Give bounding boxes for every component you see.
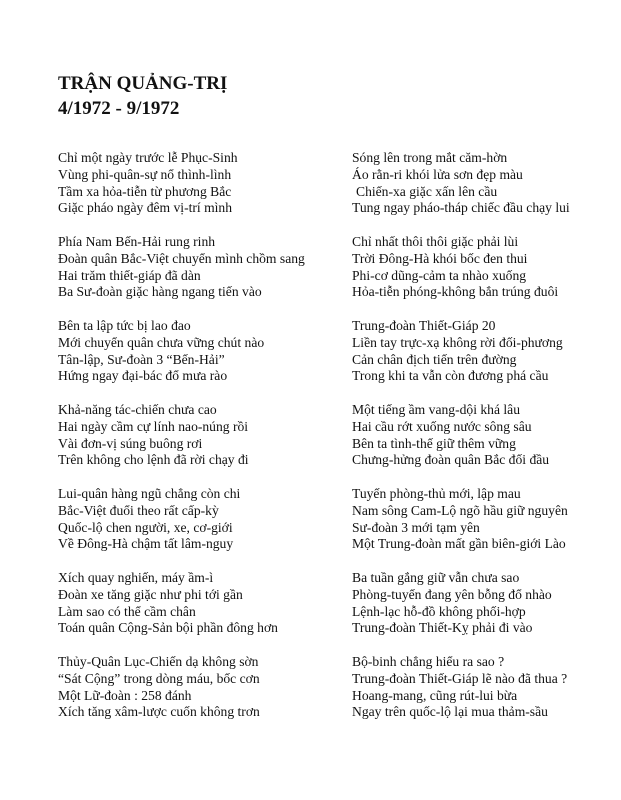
verse-line: Nam sông Cam-Lộ ngõ hầu giữ nguyên (352, 502, 568, 518)
stanza (352, 570, 621, 637)
verse-line: Tung ngay pháo-tháp chiếc đầu chạy lui (352, 200, 570, 216)
poem-date-range: 4/1972 - 9/1972 (58, 98, 180, 119)
verse-line: Ngay trên quốc-lộ lại mua thảm-sầu (352, 704, 548, 720)
stanza (352, 402, 621, 469)
stanza (58, 318, 348, 385)
stanza (352, 150, 621, 217)
verse-line: Hai cầu rớt xuống nước sông sâu (352, 418, 532, 434)
verse-line: Chỉ nhất thôi thôi giặc phải lùi (352, 234, 519, 249)
verse-line: Lui-quân hàng ngũ chẳng còn chi (58, 486, 241, 501)
verse-line: Một Trung-đoàn mất gần biên-giới Lào (352, 536, 566, 552)
verse-line: Trung-đoàn Thiết-Giáp 20 (352, 318, 496, 333)
verse-line: Trong khi ta vẫn còn đương phá cầu (352, 368, 549, 384)
verse-line: Một Lữ-đoàn : 258 đánh (58, 687, 192, 703)
verse-line: Bên ta lập tức bị lao đao (58, 318, 191, 333)
verse-line: Về Đông-Hà chậm tất lâm-nguy (58, 536, 234, 552)
verse-line: Liền tay trực-xạ không rời đối-phương (352, 334, 563, 350)
poem-title: TRẬN QUẢNG-TRỊ (58, 73, 228, 94)
verse-line: Ba tuần gắng giữ vẫn chưa sao (352, 570, 520, 585)
verse-line: Hứng ngay đại-bác đổ mưa rào (58, 368, 228, 384)
verse-line: Sư-đoàn 3 mới tạm yên (352, 519, 480, 535)
verse-line: Bắc-Việt đuổi theo rất cấp-kỳ (58, 502, 219, 518)
verse-line: Làm sao có thể cầm chân (58, 603, 196, 619)
stanza (58, 654, 348, 721)
verse-line: Bên ta tình-thế giữ thêm vững (352, 435, 516, 451)
verse-line: Tầm xa hỏa-tiễn từ phương Bắc (58, 183, 232, 199)
verse-line: Cản chân địch tiến trên đường (352, 351, 517, 367)
verse-line: Xích quay nghiến, máy ầm-ì (58, 570, 214, 585)
verse-line: Phi-cơ dũng-cảm ta nhào xuống (352, 267, 527, 283)
stanza (352, 486, 621, 553)
verse-line: Đoàn quân Bắc-Việt chuyển mình chồm sang (58, 250, 305, 266)
verse-line: Trung-đoàn Thiết-Giáp lẽ nào đã thua ? (352, 670, 568, 686)
verse-line: Hỏa-tiễn phóng-không bắn trúng đuôi (352, 284, 559, 300)
verse-line: Chiến-xa giặc xấn lên cầu (356, 183, 498, 199)
stanza (58, 150, 348, 217)
verse-line: Chỉ một ngày trước lễ Phục-Sinh (58, 150, 238, 165)
verse-line: Lệnh-lạc hỗ-đồ không phối-hợp (352, 603, 526, 619)
verse-line: Toán quân Cộng-Sản bội phần đông hơn (58, 620, 278, 636)
stanza (58, 234, 348, 301)
verse-line: Trên không cho lệnh đã rời chạy đi (58, 452, 249, 468)
verse-line: Hoang-mang, cũng rút-lui bừa (352, 687, 518, 703)
verse-line: Ba Sư-đoàn giặc hàng ngang tiến vào (58, 284, 262, 300)
verse-line: Tân-lập, Sư-đoàn 3 “Bến-Hải” (58, 351, 225, 367)
verse-line: “Sát Cộng” trong dòng máu, bốc cơn (58, 670, 260, 686)
verse-line: Phía Nam Bến-Hải rung rinh (58, 234, 216, 249)
stanza (352, 318, 621, 385)
verse-line: Vài đơn-vị súng buông rơi (58, 435, 203, 451)
stanza (352, 654, 621, 721)
verse-line: Quốc-lộ chen người, xe, cơ-giới (58, 519, 233, 535)
verse-line: Một tiếng ầm vang-dội khá lâu (352, 402, 520, 417)
verse-line: Phòng-tuyến đang yên bỗng đổ nhào (352, 586, 552, 602)
stanza (58, 570, 348, 637)
verse-line: Vùng phi-quân-sự nổ thình-lình (58, 166, 232, 182)
verse-line: Sóng lên trong mắt căm-hờn (352, 150, 508, 165)
verse-line: Bộ-binh chẳng hiểu ra sao ? (352, 654, 505, 669)
verse-line: Mới chuyển quân chưa vững chút nào (58, 334, 265, 350)
verse-line: Thủy-Quân Lục-Chiến dạ không sờn (58, 654, 259, 669)
verse-line: Giặc pháo ngày đêm vị-trí mình (58, 200, 233, 216)
verse-line: Tuyến phòng-thủ mới, lập mau (352, 486, 521, 501)
verse-line: Hai ngày cầm cự lính nao-núng rồi (58, 418, 249, 434)
stanza (58, 402, 348, 469)
verse-line: Trời Đông-Hà khói bốc đen thui (352, 250, 528, 266)
stanza (352, 234, 621, 301)
verse-line: Hai trăm thiết-giáp đã dàn (58, 267, 201, 283)
stanza (58, 486, 348, 553)
verse-line: Áo rằn-ri khói lửa sơn đẹp màu (352, 166, 523, 182)
verse-line: Chưng-hửng đoàn quân Bắc đối đầu (352, 452, 550, 468)
verse-line: Xích tăng xâm-lược cuốn không trơn (58, 704, 260, 720)
verse-line: Trung-đoàn Thiết-Kỵ phải đi vào (352, 620, 533, 636)
verse-line: Đoàn xe tăng giặc như phi tới gần (58, 586, 243, 602)
verse-line: Khả-năng tác-chiến chưa cao (58, 402, 217, 417)
